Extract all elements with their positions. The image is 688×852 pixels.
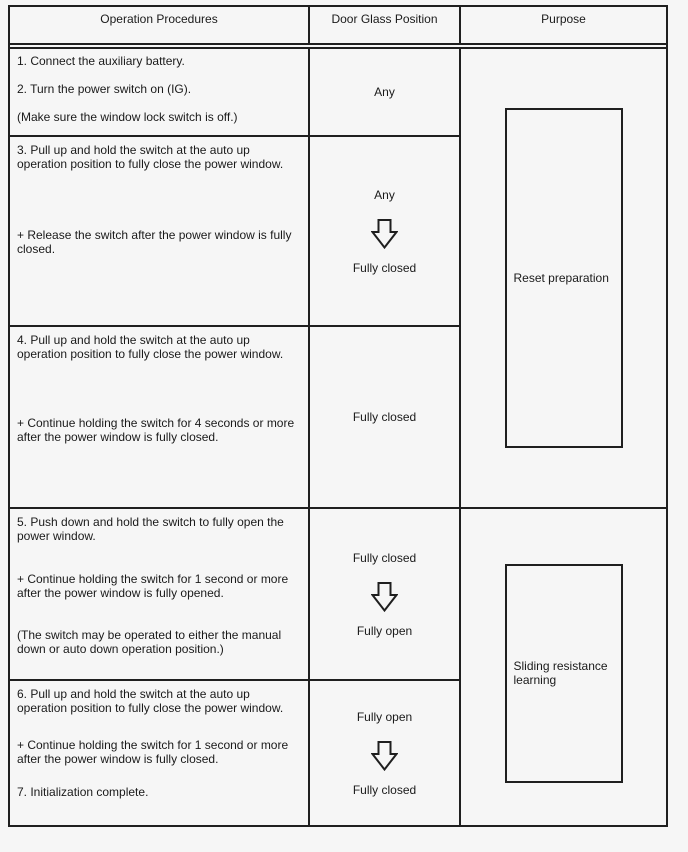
procedure-text: 1. Connect the auxiliary battery. — [17, 54, 185, 68]
glass-state-label: Fully closed — [352, 782, 417, 797]
purpose-box — [505, 564, 623, 783]
col-header-door-glass-position: Door Glass Position — [310, 7, 461, 43]
procedure-text: 6. Pull up and hold the switch at the auto up operation position to fully close the power window. — [17, 687, 284, 715]
glass-state-label: Fully closed — [352, 260, 417, 275]
purpose-cell-sliding-resistance — [461, 507, 666, 825]
glass-position-cell-row4 — [310, 507, 461, 679]
glass-position-cell-row3 — [310, 325, 461, 507]
procedure-text: + Continue holding the switch for 1 second or more after the power window is fully opened. — [17, 572, 289, 600]
procedure-text: 7. Initialization complete. — [17, 785, 149, 799]
procedure-cell-step4 — [10, 325, 310, 507]
down-arrow-icon — [371, 582, 398, 612]
down-arrow-icon — [371, 219, 398, 249]
col-header-operation-procedures: Operation Procedures — [10, 7, 310, 43]
procedure-cell-step3 — [10, 135, 310, 325]
table-header-row — [10, 7, 666, 49]
procedure-cell-step5 — [10, 507, 310, 679]
glass-state-label: Fully closed — [352, 550, 417, 565]
procedure-cell-step6-7 — [10, 679, 310, 825]
col-header-purpose: Purpose — [541, 12, 586, 26]
glass-position-cell-row5 — [310, 679, 461, 825]
down-arrow-icon — [371, 741, 398, 771]
procedure-cell-step1-2 — [10, 49, 310, 135]
table-body — [10, 49, 666, 825]
procedure-text: 3. Pull up and hold the switch at the auto up operation position to fully close the power window. — [17, 143, 284, 171]
glass-state-label: Any — [374, 85, 395, 99]
glass-state-label: Any — [374, 187, 395, 202]
purpose-box — [505, 108, 623, 448]
procedure-text: 2. Turn the power switch on (IG). — [17, 82, 192, 96]
glass-state-label: Fully open — [356, 709, 413, 724]
glass-state-label: Fully closed — [352, 410, 417, 424]
procedure-text: + Continue holding the switch for 1 second or more after the power window is fully closed. — [17, 738, 289, 766]
procedure-text: (The switch may be operated to either the manual down or auto down operation position.) — [17, 628, 282, 656]
purpose-label: Reset preparation — [513, 271, 609, 285]
initialization-procedure-table — [8, 5, 668, 827]
procedure-text: + Release the switch after the power window is fully closed. — [17, 228, 292, 256]
procedure-text: 4. Pull up and hold the switch at the auto up operation position to fully close the power window. — [17, 333, 284, 361]
purpose-label: Sliding resistance learning — [513, 659, 608, 687]
procedure-text: (Make sure the window lock switch is off.) — [17, 110, 238, 124]
purpose-cell-reset-preparation — [461, 49, 666, 507]
procedure-text: + Continue holding the switch for 4 seconds or more after the power window is fully closed. — [17, 416, 295, 444]
glass-position-cell-row2 — [310, 135, 461, 325]
glass-position-cell-row1 — [310, 49, 461, 135]
procedure-text: 5. Push down and hold the switch to fully open the power window. — [17, 515, 284, 543]
glass-state-label: Fully open — [356, 623, 413, 638]
